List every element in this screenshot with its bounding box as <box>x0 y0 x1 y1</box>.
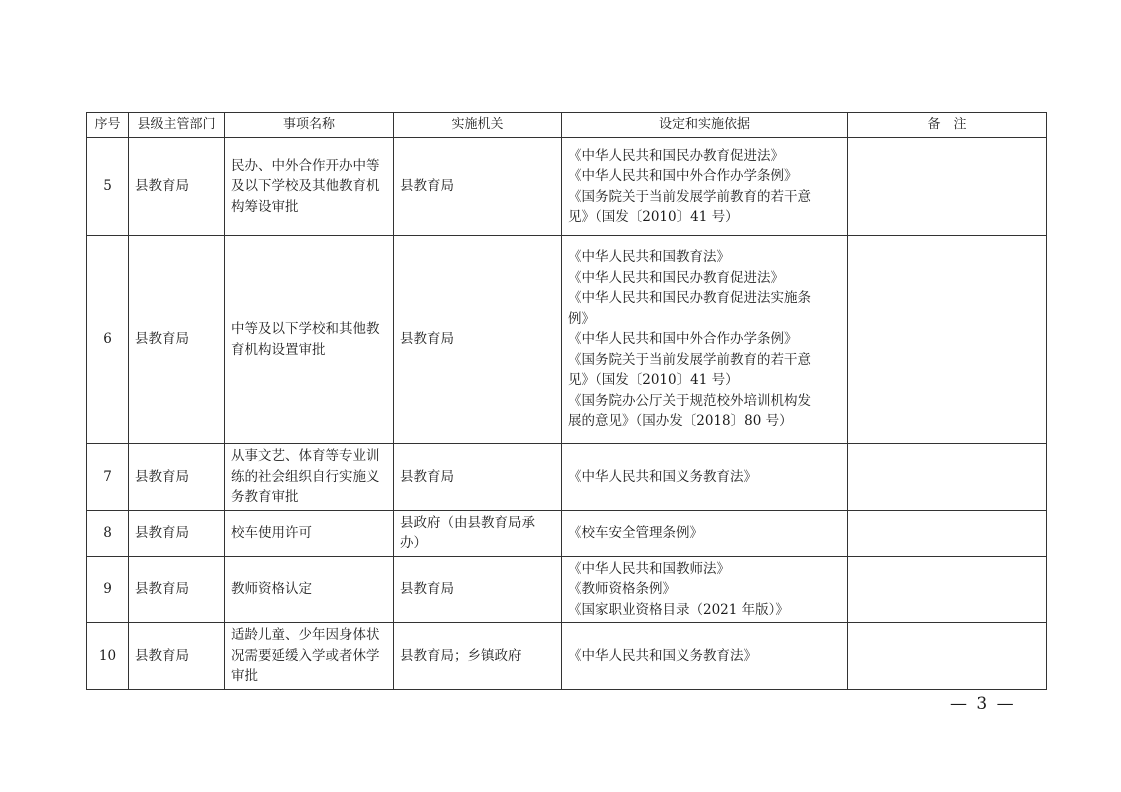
cell-agency: 县教育局 <box>394 556 562 623</box>
header-agency: 实施机关 <box>394 113 562 138</box>
table-row <box>87 138 1047 236</box>
cell-remark <box>848 510 1047 556</box>
cell-no: 10 <box>87 623 129 690</box>
cell-dept: 县教育局 <box>129 556 225 623</box>
basis-line: 《中华人民共和国中外合作办学条例》 <box>568 331 798 348</box>
cell-basis <box>562 510 848 556</box>
cell-basis <box>562 444 848 511</box>
cell-item: 教师资格认定 <box>225 556 394 623</box>
header-remark: 备 注 <box>848 113 1047 138</box>
table-row <box>87 236 1047 444</box>
cell-remark <box>848 556 1047 623</box>
cell-dept: 县教育局 <box>129 236 225 444</box>
cell-agency: 县政府（由县教育局承办） <box>394 510 562 556</box>
cell-item: 民办、中外合作开办中等及以下学校及其他教育机构筹设审批 <box>225 138 394 236</box>
table-row <box>87 510 1047 556</box>
basis-line: 《国务院关于当前发展学前教育的若干意 <box>568 351 811 368</box>
header-no: 序号 <box>87 113 129 138</box>
basis-line: 《中华人民共和国中外合作办学条例》 <box>568 168 798 184</box>
basis-line: 展的意见》（国办发〔2018〕80 号） <box>568 413 793 430</box>
header-basis: 设定和实施依据 <box>562 113 848 138</box>
cell-no: 6 <box>87 236 129 444</box>
header-item: 事项名称 <box>225 113 394 138</box>
basis-line: 见》（国发〔2010〕41 号） <box>568 209 739 225</box>
basis-line: 例》 <box>568 310 595 327</box>
table-body <box>87 138 1047 690</box>
cell-basis <box>562 556 848 623</box>
basis-line: 《教师资格条例》 <box>568 581 676 597</box>
cell-agency: 县教育局 <box>394 138 562 236</box>
basis-line: 《中华人民共和国民办教育促进法》 <box>568 147 784 164</box>
header-dept: 县级主管部门 <box>129 113 225 138</box>
page-number: — 3 — <box>950 694 1016 714</box>
cell-item: 适龄儿童、少年因身体状况需要延缓入学或者休学审批 <box>225 623 394 690</box>
table-row <box>87 556 1047 623</box>
basis-line: 《中华人民共和国义务教育法》 <box>568 468 757 485</box>
basis-line: 《校车安全管理条例》 <box>568 524 703 541</box>
basis-line: 《国务院关于当前发展学前教育的若干意 <box>568 188 811 205</box>
basis-line: 《中华人民共和国民办教育促进法实施条 <box>568 290 811 307</box>
table-row <box>87 623 1047 690</box>
basis-line: 《中华人民共和国教育法》 <box>568 249 730 266</box>
cell-basis <box>562 623 848 690</box>
cell-basis <box>562 138 848 236</box>
basis-line: 《中华人民共和国义务教育法》 <box>568 647 757 664</box>
basis-line: 《国务院办公厅关于规范校外培训机构发 <box>568 392 811 409</box>
basis-line: 《国家职业资格目录（2021 年版）》 <box>568 601 789 618</box>
cell-item: 校车使用许可 <box>225 510 394 556</box>
cell-agency: 县教育局 <box>394 236 562 444</box>
items-table <box>86 112 1047 690</box>
cell-basis <box>562 236 848 444</box>
cell-item: 中等及以下学校和其他教育机构设置审批 <box>225 236 394 444</box>
basis-line: 《中华人民共和国民办教育促进法》 <box>568 269 784 286</box>
table-row <box>87 444 1047 511</box>
basis-line: 见》（国发〔2010〕41 号） <box>568 372 739 389</box>
cell-no: 7 <box>87 444 129 511</box>
cell-item: 从事文艺、体育等专业训练的社会组织自行实施义务教育审批 <box>225 444 394 511</box>
cell-remark <box>848 138 1047 236</box>
cell-agency: 县教育局；乡镇政府 <box>394 623 562 690</box>
cell-remark <box>848 623 1047 690</box>
cell-no: 5 <box>87 138 129 236</box>
table-header-row <box>87 113 1047 138</box>
cell-dept: 县教育局 <box>129 138 225 236</box>
cell-remark <box>848 236 1047 444</box>
basis-line: 《中华人民共和国教师法》 <box>568 560 730 577</box>
cell-agency: 县教育局 <box>394 444 562 511</box>
cell-dept: 县教育局 <box>129 444 225 511</box>
cell-no: 9 <box>87 556 129 623</box>
cell-dept: 县教育局 <box>129 623 225 690</box>
cell-no: 8 <box>87 510 129 556</box>
cell-remark <box>848 444 1047 511</box>
cell-dept: 县教育局 <box>129 510 225 556</box>
